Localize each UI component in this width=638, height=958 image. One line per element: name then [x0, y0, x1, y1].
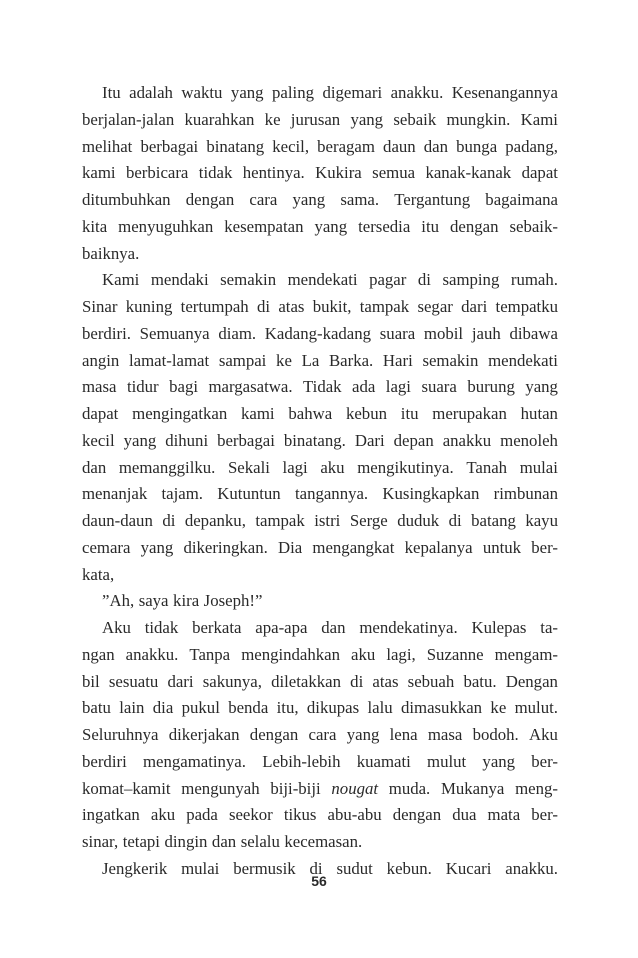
text-line: ngan anakku. Tanpa mengindahkan aku lagi, Suzanne mengam- — [82, 644, 558, 664]
text-line: berjalan-jalan kuarahkan ke jurusan yang sebaik mungkin. Kami — [82, 109, 558, 129]
text-line: Seluruhnya dikerjakan dengan cara yang lena masa bodoh. Aku — [82, 725, 558, 744]
text-line: Kami mendaki semakin mendekati pagar di samping rumah. — [102, 270, 558, 290]
text-line: kami berbicara tidak hentinya. Kukira semua kanak-kanak dapat — [82, 163, 558, 183]
text-line: ”Ah, saya kira Joseph!” — [102, 591, 263, 611]
text-line: komat–kamit mengunyah biji-biji nougat muda. Mukanya meng- — [82, 778, 558, 798]
text-line: dapat mengingatkan kami bahwa kebun itu merupakan hutan — [82, 404, 558, 423]
text-line: kita menyuguhkan kesempatan yang tersedia itu dengan sebaik- — [82, 216, 558, 236]
text-line: cemara yang dikeringkan. Dia mengangkat kepalanya untuk ber- — [82, 537, 558, 557]
text-line: ingatkan aku pada seekor tikus abu-abu dengan dua mata ber- — [82, 805, 558, 825]
page-number: 56 — [311, 873, 327, 889]
text-line: bil sesuatu dari sakunya, diletakkan di atas sebuah batu. Dengan — [82, 671, 558, 691]
text-line: ditumbuhkan dengan cara yang sama. Tergantung bagaimana — [82, 190, 558, 209]
text-line: menanjak tajam. Kutuntun tangannya. Kusingkapkan rimbunan — [82, 484, 558, 504]
text-line: masa tidur bagi margasatwa. Tidak ada lagi suara burung yang — [82, 377, 558, 397]
text-line: Jengkerik mulai bermusik di sudut kebun. Kucari anakku. — [102, 858, 558, 878]
text-line: berdiri mengamatinya. Lebih-lebih kuamati mulut yang ber- — [82, 751, 558, 771]
text-line: kata, — [82, 564, 115, 584]
text-line: baiknya. — [82, 243, 140, 263]
text-line: Itu adalah waktu yang paling digemari anakku. Kesenangannya — [102, 83, 558, 102]
text-line: Aku tidak berkata apa-apa dan mendekatinya. Kulepas ta- — [102, 618, 558, 637]
text-line: dan memanggilku. Sekali lagi aku mengikutinya. Tanah mulai — [82, 457, 558, 477]
text-line: daun-daun di depanku, tampak istri Serge duduk di batang kayu — [82, 511, 558, 530]
text-line: sinar, tetapi dingin dan selalu kecemasan. — [82, 832, 363, 851]
text-line: angin lamat-lamat sampai ke La Barka. Hari semakin mendekati — [82, 350, 558, 370]
text-line: berdiri. Semuanya diam. Kadang-kadang suara mobil jauh dibawa — [82, 323, 558, 343]
page-body — [82, 80, 558, 883]
text-line: batu lain dia pukul benda itu, dikupas lalu dimasukkan ke mulut. — [82, 698, 558, 718]
text-line: melihat berbagai binatang kecil, beragam daun dan bunga padang, — [82, 136, 558, 156]
text-line: kecil yang dihuni berbagai binatang. Dari depan anakku menoleh — [82, 430, 558, 450]
text-line: Sinar kuning tertumpah di atas bukit, tampak segar dari tempatku — [82, 297, 558, 316]
